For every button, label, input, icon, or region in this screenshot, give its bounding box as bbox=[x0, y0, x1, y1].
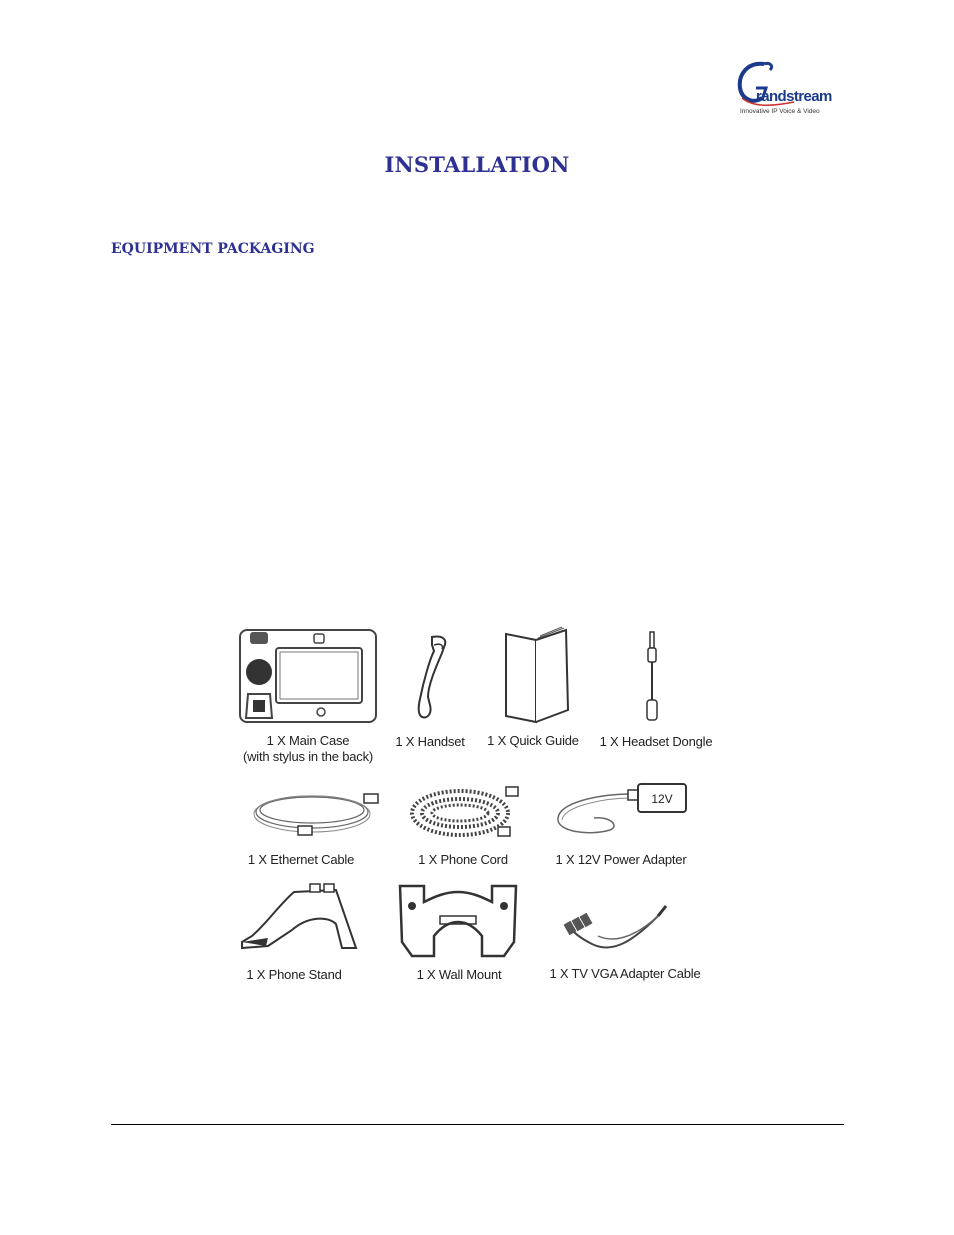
main-case-icon bbox=[238, 628, 378, 724]
vga-adapter-cable-icon bbox=[562, 896, 674, 956]
section-heading: EQUIPMENT PACKAGING bbox=[111, 241, 315, 257]
headset-dongle-label: 1 X Headset Dongle bbox=[599, 734, 713, 749]
power-adapter-label: 1 X 12V Power Adapter bbox=[555, 852, 687, 867]
phone-stand-label: 1 X Phone Stand bbox=[246, 967, 342, 982]
vga-adapter-cable-label: 1 X TV VGA Adapter Cable bbox=[549, 966, 701, 981]
phone-cord-label: 1 X Phone Cord bbox=[418, 852, 508, 867]
main-case-label: 1 X Main Case bbox=[266, 733, 350, 748]
main-case-sublabel: (with stylus in the back) bbox=[242, 749, 374, 764]
logo-tagline: Innovative IP Voice & Video bbox=[740, 108, 820, 115]
wall-mount-label: 1 X Wall Mount bbox=[416, 967, 502, 982]
phone-cord-icon bbox=[406, 783, 522, 841]
page-title: INSTALLATION bbox=[384, 152, 570, 177]
wall-mount-icon bbox=[396, 882, 520, 962]
ethernet-cable-label: 1 X Ethernet Cable bbox=[247, 852, 355, 867]
grandstream-logo bbox=[734, 58, 838, 120]
handset-label: 1 X Handset bbox=[395, 734, 465, 749]
logo-wordmark: randstream bbox=[756, 88, 832, 105]
footer-divider bbox=[111, 1124, 844, 1125]
headset-dongle-icon bbox=[640, 630, 664, 726]
phone-stand-icon bbox=[238, 882, 360, 954]
quick-guide-icon bbox=[500, 624, 572, 726]
handset-icon bbox=[414, 633, 454, 723]
adapter-marking: 12V bbox=[651, 792, 673, 806]
ethernet-cable-icon bbox=[248, 780, 382, 840]
quick-guide-label: 1 X Quick Guide bbox=[487, 733, 579, 748]
power-adapter-icon bbox=[550, 780, 692, 846]
